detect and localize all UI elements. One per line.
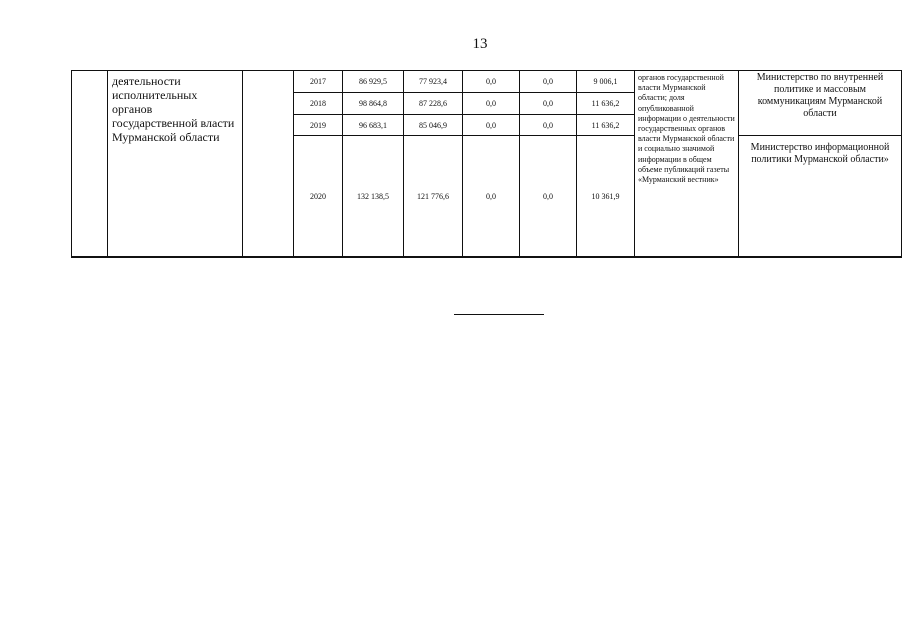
- end-of-table-rule: [454, 314, 544, 315]
- total-cell: 96 683,1: [343, 115, 404, 136]
- budget-table: [71, 70, 902, 258]
- regional-budget-cell: 77 923,4: [404, 71, 463, 93]
- year-cell: 2017: [294, 71, 343, 93]
- federal-budget-cell: 0,0: [463, 115, 520, 136]
- local-budget-cell: 0,0: [520, 93, 577, 115]
- total-cell: 86 929,5: [343, 71, 404, 93]
- regional-budget-cell: 87 228,6: [404, 93, 463, 115]
- page-number: 13: [472, 36, 488, 52]
- federal-budget-cell: 0,0: [463, 71, 520, 93]
- other-sources-cell: 11 636,2: [577, 93, 635, 115]
- local-budget-cell: 0,0: [520, 115, 577, 136]
- activity-description: деятельности исполнительных органов государственной власти Мурманской области: [108, 71, 243, 258]
- other-sources-cell: 10 361,9: [577, 136, 635, 258]
- local-budget-cell: 0,0: [520, 71, 577, 93]
- year-cell: 2018: [294, 93, 343, 115]
- federal-budget-cell: 0,0: [463, 93, 520, 115]
- executor-cell: [243, 71, 294, 258]
- indicators-cell: органов государственной власти Мурманской области; доля опубликованной информации о деятельности государственных органов власти Мурманской области и социально значимой информации в общем объеме публикаций газеты «Мурманский вестник»: [635, 71, 739, 258]
- federal-budget-cell: 0,0: [463, 136, 520, 258]
- local-budget-cell: 0,0: [520, 136, 577, 258]
- other-sources-cell: 9 006,1: [577, 71, 635, 93]
- year-cell: 2019: [294, 115, 343, 136]
- year-cell: 2020: [294, 136, 343, 258]
- total-cell: 98 864,8: [343, 93, 404, 115]
- other-sources-cell: 11 636,2: [577, 115, 635, 136]
- responsible-ministry-bottom: Министерство информационной политики Мурманской области»: [739, 136, 902, 258]
- regional-budget-cell: 85 046,9: [404, 115, 463, 136]
- regional-budget-cell: 121 776,6: [404, 136, 463, 258]
- responsible-ministry-top: Министерство по внутренней политике и массовым коммуникациям Мурманской области: [739, 71, 902, 136]
- total-cell: 132 138,5: [343, 136, 404, 258]
- row-number-cell: [72, 71, 108, 258]
